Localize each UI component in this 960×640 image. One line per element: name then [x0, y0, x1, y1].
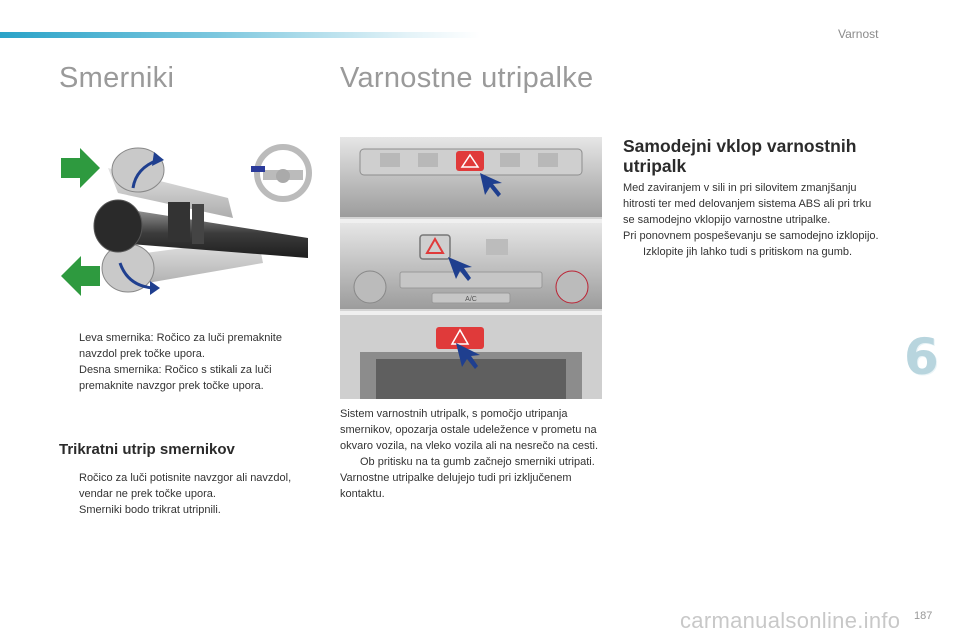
watermark: carmanualsonline.info [680, 608, 901, 633]
page-title-utripalke: Varnostne utripalke [340, 62, 594, 94]
ac-label: A/C [465, 296, 477, 303]
arrow-left-icon [61, 256, 100, 296]
header-accent-bar [0, 32, 480, 38]
hazard-button-illustration [340, 137, 602, 399]
auto-hazard-manual-off: Izklopite jih lahko tudi s pritiskom na gumb. [643, 246, 853, 258]
hazard-description: Sistem varnostnih utripalk, s pomočjo utripanja smernikov, opozarja ostale udeležence v prometu na okvaro vozila, na vleko vozila ali na nesrečo na cesti. [340, 408, 599, 452]
page-number: 187 [914, 610, 933, 622]
turn-signal-stalk-illustration [58, 138, 324, 318]
triple-flash-heading: Trikratni utrip smernikov [59, 441, 235, 458]
auto-hazard-description: Med zaviranjem v sili in pri silovitem zmanjšanju hitrosti ter med delovanjem sistema ABS ali pri trku se samodejno vklopijo varnostne utripalke. [623, 182, 872, 226]
auto-hazard-off-note: Pri ponovnem pospeševanju se samodejno izklopijo. [623, 230, 879, 242]
triple-flash-result: Smerniki bodo trikrat utripnili. [79, 504, 221, 516]
hazard-ignition-note: Varnostne utripalke delujejo tudi pri izključenem kontaktu. [340, 472, 572, 500]
section-label: Varnost [838, 27, 879, 41]
right-signal-instruction: Desna smernika: Ročico s stikali za luči premaknite navzgor prek točke upora. [79, 364, 272, 392]
page-title-smerniki: Smerniki [59, 62, 175, 94]
triple-flash-instruction: Ročico za luči potisnite navzgor ali navzdol, vendar ne prek točke upora. [79, 472, 292, 500]
chapter-number: 6 [904, 328, 939, 386]
left-signal-instruction: Leva smernika: Ročico za luči premaknite navzdol prek točke upora. [79, 332, 282, 360]
arrow-right-icon [61, 148, 100, 188]
hazard-press-instruction: Ob pritisku na ta gumb začnejo smerniki utripati. [360, 456, 595, 468]
auto-hazard-heading: Samodejni vklop varnostnih utripalk [623, 136, 857, 176]
